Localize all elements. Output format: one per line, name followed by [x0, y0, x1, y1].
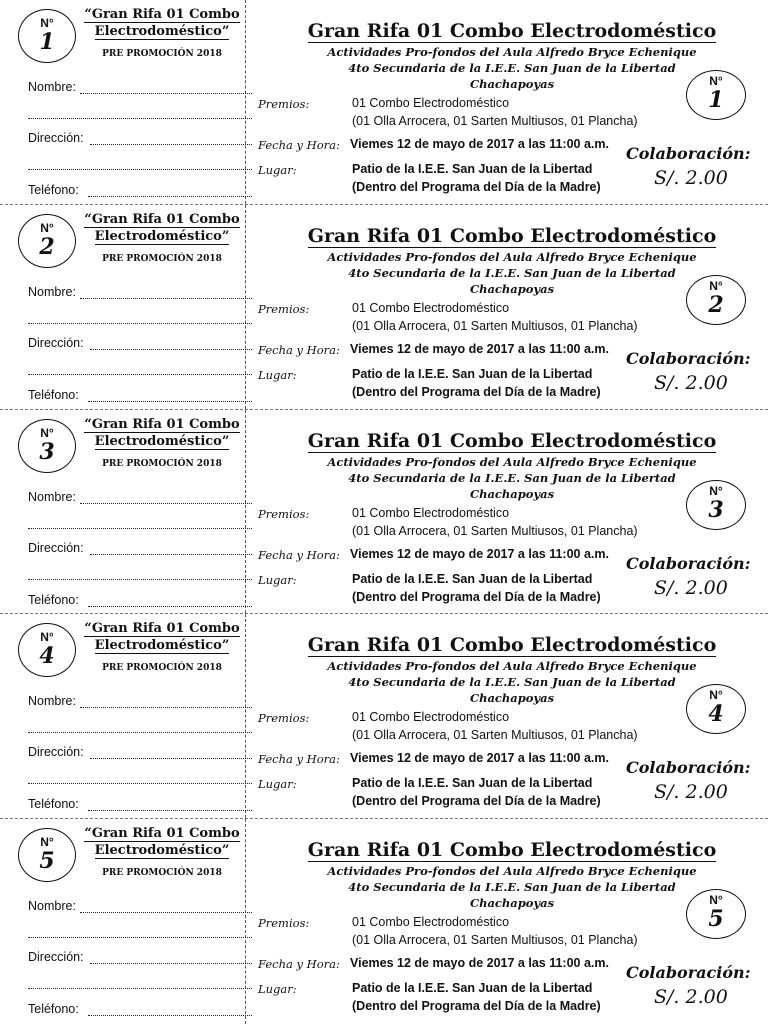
telefono-line[interactable] [88, 606, 252, 607]
stub-title-line1: “Gran Rifa 01 Combo [84, 826, 240, 842]
main-number-value: 2 [708, 291, 724, 318]
premios-line1: 01 Combo Electrodoméstico [352, 710, 510, 725]
nombre-line-1[interactable] [80, 93, 252, 94]
lugar-line1: Patio de la I.E.E. San Juan de la Libertad [352, 571, 593, 586]
lugar-line2: (Dentro del Programa del Día de la Madre) [352, 589, 601, 604]
lugar-line2: (Dentro del Programa del Día de la Madre) [352, 999, 601, 1014]
telefono-label: Teléfono: [28, 1002, 79, 1017]
main-number-value: 4 [708, 701, 724, 728]
stub-title-line2: Electrodoméstico” [94, 433, 230, 449]
lugar-label: Lugar: [258, 163, 297, 177]
main-number-value: 5 [708, 906, 724, 933]
premios-line2: (01 Olla Arrocera, 01 Sarten Multiusos, 01 Plancha) [352, 728, 638, 743]
stub-title [78, 416, 246, 450]
raffle-ticket [0, 614, 768, 819]
direccion-line-2[interactable] [28, 579, 252, 580]
main-number-value: 1 [708, 87, 724, 113]
premios-label: Premios: [258, 711, 310, 726]
stub-number-value: 5 [39, 848, 55, 875]
fecha-label: Fecha y Hora: [258, 138, 340, 152]
direccion-line-2[interactable] [28, 988, 252, 989]
ticket-stub [0, 614, 246, 818]
nombre-line-2[interactable] [28, 937, 252, 938]
nombre-label: Nombre: [28, 80, 76, 94]
subtitle-line1: Actividades Pro-fondos del Aula Alfredo Bryce Echenique [327, 249, 697, 264]
lugar-line1: Patio de la I.E.E. San Juan de la Libertad [352, 776, 593, 791]
direccion-label: Dirección: [28, 950, 84, 965]
subtitle-line1: Actividades Pro-fondos del Aula Alfredo Bryce Echenique [327, 454, 697, 469]
subtitle-line3: Chachapoyas [469, 486, 555, 501]
stub-title-line2: Electrodoméstico” [94, 24, 230, 39]
nombre-line-2[interactable] [28, 732, 252, 733]
main-number-label: N° [709, 688, 723, 703]
main-title: Gran Rifa 01 Combo Electrodoméstico [307, 20, 717, 42]
telefono-line[interactable] [88, 810, 252, 811]
telefono-line[interactable] [88, 1015, 252, 1016]
main-number-badge [686, 889, 746, 939]
nombre-line-2[interactable] [28, 323, 252, 324]
stub-number-value: 4 [39, 643, 55, 670]
fecha-value: Viemes 12 de mayo de 2017 a las 11:00 a.m. [350, 546, 609, 561]
nombre-line-1[interactable] [80, 298, 252, 299]
stub-title-line2: Electrodoméstico” [94, 843, 230, 859]
main-title: Gran Rifa 01 Combo Electrodoméstico [307, 634, 717, 657]
subtitle-line1: Actividades Pro-fondos del Aula Alfredo Bryce Echenique [327, 864, 697, 879]
lugar-line2: (Dentro del Programa del Día de la Madre) [352, 180, 601, 194]
subtitle-line2: 4to Secundaria de la I.E.E. San Juan de la Libertad [348, 880, 676, 895]
colaboracion-amount: S/. 2.00 [654, 781, 728, 804]
fecha-label: Fecha y Hora: [258, 547, 340, 562]
stub-number-label: N° [40, 425, 54, 440]
direccion-label: Dirección: [28, 335, 84, 350]
stub-number-value: 3 [39, 438, 55, 465]
direccion-line-1[interactable] [90, 349, 252, 350]
telefono-line[interactable] [88, 401, 252, 402]
stub-title-line1: “Gran Rifa 01 Combo [84, 621, 240, 637]
main-number-label: N° [709, 893, 723, 908]
fecha-value: Viemes 12 de mayo de 2017 a las 11:00 a.m. [350, 341, 609, 356]
direccion-label: Dirección: [28, 540, 84, 555]
stub-title-line2: Electrodoméstico” [94, 228, 230, 244]
direccion-line-1[interactable] [90, 554, 252, 555]
stub-number-badge [18, 9, 76, 63]
direccion-label: Dirección: [28, 131, 84, 145]
lugar-line2: (Dentro del Programa del Día de la Madre) [352, 384, 601, 399]
lugar-line1: Patio de la I.E.E. San Juan de la Libertad [352, 162, 593, 176]
premios-line2: (01 Olla Arrocera, 01 Sarten Multiusos, 01 Plancha) [352, 523, 638, 538]
lugar-label: Lugar: [258, 572, 297, 587]
direccion-line-1[interactable] [90, 758, 252, 759]
telefono-label: Teléfono: [28, 183, 79, 197]
telefono-label: Teléfono: [28, 592, 79, 607]
subtitle-line3: Chachapoyas [469, 896, 555, 911]
lugar-label: Lugar: [258, 367, 297, 382]
main-number-label: N° [709, 74, 723, 88]
colaboracion-label: Colaboración: [626, 963, 751, 983]
stub-number-badge [18, 828, 76, 882]
colaboracion-label: Colaboración: [626, 144, 751, 163]
fecha-label: Fecha y Hora: [258, 342, 340, 357]
stub-number-badge [18, 214, 76, 268]
direccion-line-2[interactable] [28, 374, 252, 375]
subtitle-line3: Chachapoyas [469, 281, 555, 296]
stub-title [78, 211, 246, 245]
main-number-badge [686, 70, 746, 120]
lugar-line2: (Dentro del Programa del Día de la Madre) [352, 794, 601, 809]
stub-number-badge [18, 419, 76, 473]
direccion-line-2[interactable] [28, 169, 252, 170]
nombre-label: Nombre: [28, 284, 76, 299]
premios-line1: 01 Combo Electrodoméstico [352, 300, 510, 315]
ticket-stub [0, 410, 246, 614]
direccion-line-1[interactable] [90, 144, 252, 145]
colaboracion-amount: S/. 2.00 [654, 986, 728, 1009]
main-title: Gran Rifa 01 Combo Electrodoméstico [307, 839, 717, 862]
stub-promo: PRE PROMOCIÓN 2018 [102, 458, 222, 469]
stub-title [78, 825, 246, 859]
main-number-label: N° [709, 483, 723, 498]
premios-line1: 01 Combo Electrodoméstico [352, 505, 510, 520]
stub-title-line1: “Gran Rifa 01 Combo [84, 7, 240, 22]
premios-line2: (01 Olla Arrocera, 01 Sarten Multiusos, 01 Plancha) [352, 933, 638, 948]
ticket-stub [0, 819, 246, 1024]
stub-number-label: N° [40, 630, 54, 645]
stub-number-value: 1 [39, 29, 55, 55]
raffle-ticket [0, 205, 768, 410]
premios-label: Premios: [258, 301, 310, 316]
nombre-label: Nombre: [28, 694, 76, 709]
colaboracion-amount: S/. 2.00 [654, 371, 728, 394]
nombre-line-1[interactable] [80, 503, 252, 504]
lugar-label: Lugar: [258, 982, 297, 997]
ticket-stub [0, 205, 246, 409]
raffle-ticket [0, 0, 768, 205]
main-title: Gran Rifa 01 Combo Electrodoméstico [307, 429, 717, 452]
premios-label: Premios: [258, 916, 310, 931]
main-number-value: 3 [708, 496, 724, 523]
premios-label: Premios: [258, 97, 310, 111]
nombre-line-2[interactable] [28, 118, 252, 119]
nombre-label: Nombre: [28, 489, 76, 504]
stub-title-line2: Electrodoméstico” [94, 638, 230, 654]
premios-line1: 01 Combo Electrodoméstico [352, 96, 510, 110]
nombre-line-1[interactable] [80, 912, 252, 913]
premios-line2: (01 Olla Arrocera, 01 Sarten Multiusos, 01 Plancha) [352, 318, 638, 333]
lugar-label: Lugar: [258, 777, 297, 792]
subtitle-line1: Actividades Pro-fondos del Aula Alfredo Bryce Echenique [327, 45, 697, 59]
fecha-value: Viemes 12 de mayo de 2017 a las 11:00 a.m. [350, 751, 609, 766]
nombre-line-1[interactable] [80, 707, 252, 708]
colaboracion-amount: S/. 2.00 [654, 576, 728, 599]
raffle-ticket [0, 410, 768, 615]
direccion-label: Dirección: [28, 745, 84, 760]
premios-label: Premios: [258, 506, 310, 521]
telefono-line[interactable] [88, 196, 252, 197]
ticket-stub [0, 0, 246, 204]
raffle-ticket [0, 819, 768, 1024]
main-number-badge [686, 275, 746, 325]
lugar-line1: Patio de la I.E.E. San Juan de la Libertad [352, 981, 593, 996]
subtitle-line1: Actividades Pro-fondos del Aula Alfredo Bryce Echenique [327, 659, 697, 674]
main-number-badge [686, 480, 746, 530]
main-number-label: N° [709, 278, 723, 293]
subtitle-line3: Chachapoyas [469, 691, 555, 706]
stub-number-label: N° [40, 835, 54, 850]
stub-title-line1: “Gran Rifa 01 Combo [84, 211, 240, 227]
colaboracion-label: Colaboración: [626, 348, 751, 368]
stub-title [78, 620, 246, 654]
lugar-line1: Patio de la I.E.E. San Juan de la Libertad [352, 366, 593, 381]
main-title: Gran Rifa 01 Combo Electrodoméstico [307, 224, 717, 247]
subtitle-line2: 4to Secundaria de la I.E.E. San Juan de la Libertad [348, 61, 676, 75]
main-number-badge [686, 684, 746, 734]
stub-promo: PRE PROMOCIÓN 2018 [102, 49, 222, 59]
telefono-label: Teléfono: [28, 797, 79, 812]
subtitle-line2: 4to Secundaria de la I.E.E. San Juan de la Libertad [348, 470, 676, 485]
premios-line1: 01 Combo Electrodoméstico [352, 915, 510, 930]
subtitle-line2: 4to Secundaria de la I.E.E. San Juan de la Libertad [348, 675, 676, 690]
fecha-value: Viemes 12 de mayo de 2017 a las 11:00 a.m. [350, 956, 609, 971]
stub-number-badge [18, 623, 76, 677]
stub-number-label: N° [40, 16, 54, 30]
colaboracion-label: Colaboración: [626, 758, 751, 778]
subtitle-line2: 4to Secundaria de la I.E.E. San Juan de la Libertad [348, 265, 676, 280]
stub-number-value: 2 [39, 233, 55, 260]
fecha-value: Viemes 12 de mayo de 2017 a las 11:00 a.m. [350, 137, 609, 151]
fecha-label: Fecha y Hora: [258, 752, 340, 767]
stub-number-label: N° [40, 220, 54, 235]
telefono-label: Teléfono: [28, 387, 79, 402]
colaboracion-amount: S/. 2.00 [654, 167, 728, 189]
direccion-line-2[interactable] [28, 783, 252, 784]
stub-promo: PRE PROMOCIÓN 2018 [102, 663, 222, 674]
colaboracion-label: Colaboración: [626, 553, 751, 573]
nombre-label: Nombre: [28, 899, 76, 914]
fecha-label: Fecha y Hora: [258, 957, 340, 972]
stub-title-line1: “Gran Rifa 01 Combo [84, 416, 240, 432]
premios-line2: (01 Olla Arrocera, 01 Sarten Multiusos, 01 Plancha) [352, 114, 638, 128]
subtitle-line3: Chachapoyas [469, 77, 555, 91]
stub-title [78, 6, 246, 40]
stub-promo: PRE PROMOCIÓN 2018 [102, 253, 222, 264]
stub-promo: PRE PROMOCIÓN 2018 [102, 868, 222, 879]
nombre-line-2[interactable] [28, 528, 252, 529]
direccion-line-1[interactable] [90, 963, 252, 964]
